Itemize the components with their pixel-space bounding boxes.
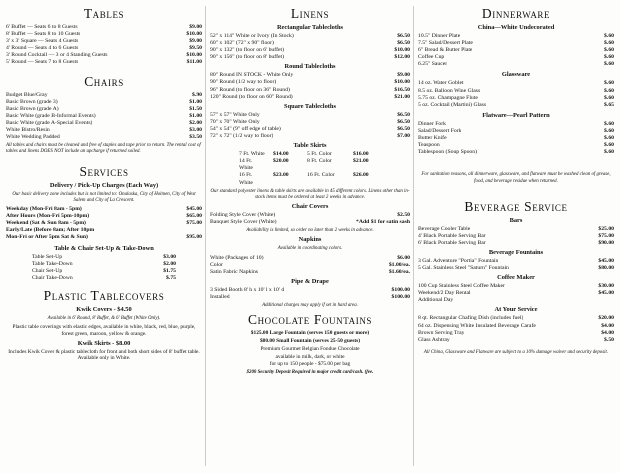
item-price: $6.50: [397, 125, 410, 132]
price-row: [210, 112, 410, 119]
item-price: $.60: [604, 142, 614, 149]
item-price: $6.00: [397, 254, 410, 261]
price-row: [418, 135, 614, 142]
price-row: [418, 128, 614, 135]
item-label: Color: [210, 261, 223, 268]
square-heading: Square Tablecloths: [284, 102, 336, 110]
item-price: $90.00: [598, 239, 614, 246]
price-row: [418, 61, 614, 68]
column-right: [418, 4, 614, 358]
item-label: White Wedding Padded: [6, 134, 60, 141]
item-label: Coffee Cup: [418, 54, 445, 61]
beverage-note: All China, Glassware and Flatware are subject to a 10% damage waiver and security deposit.: [423, 349, 609, 355]
price-row: [418, 33, 614, 40]
item-price: $3.00: [189, 127, 202, 134]
price-row: [418, 88, 614, 95]
item-label: 6" Bread & Butter Plate: [418, 47, 473, 54]
skirt-label: 16 Ft. White: [239, 172, 253, 186]
tables-heading: Tables: [83, 6, 125, 21]
item-price: $75.00: [598, 232, 614, 239]
price-row: [210, 47, 410, 54]
item-label: 72" x 72" (1/2 way to floor): [210, 133, 274, 140]
item-label: 57" x 57" White Only: [210, 111, 260, 118]
price-row: [418, 40, 614, 47]
fountains-line4: available in milk, dark, or white: [275, 353, 345, 360]
item-label: 90" Round (1/2 way to floor): [210, 79, 277, 86]
price-row: [210, 255, 410, 262]
item-price: $3.50: [189, 134, 202, 141]
plastic-heading: Plastic Tablecovers: [43, 287, 165, 303]
item-price: $1.75: [163, 267, 176, 274]
item-label: Weekday (Mon-Fri 8am - 5pm): [6, 206, 82, 213]
china-list: [418, 33, 614, 68]
item-label: 96" Round (to floor on 36" Round): [210, 86, 290, 93]
item-label: Teaspoon: [418, 142, 440, 149]
item-label: 100 Cup Stainless Steel Coffee Maker: [418, 283, 505, 290]
item-label: 4' Round — Seats 4 to 6 Guests: [6, 45, 79, 52]
item-label: White Bistro/Resin: [6, 127, 50, 134]
item-price: $.50: [604, 336, 614, 343]
item-price: $4.00: [601, 322, 614, 329]
bev-fountains-list: [418, 258, 614, 272]
flatware-heading: Flatware—Pearl Pattern: [482, 111, 550, 119]
item-price: $4.00: [601, 329, 614, 336]
item-price: $6.50: [397, 118, 410, 125]
price-row: [6, 106, 202, 113]
napkins-list: [210, 255, 410, 276]
item-price: $.60: [604, 54, 614, 61]
price-row: [6, 52, 202, 59]
item-price: $10.00: [394, 79, 410, 86]
item-label: 64 oz. Dispensing White Insulated Beverage Carafe: [418, 322, 536, 329]
price-row: [418, 258, 614, 265]
item-price: $2.00: [163, 260, 176, 267]
china-heading: China—White Undecorated: [477, 24, 555, 31]
item-price: *Add $1 for satin sash: [356, 219, 410, 226]
item-price: $20.00: [598, 315, 614, 322]
item-label: 8 qt. Rectangular Chafing Dish (includes fuel): [418, 315, 524, 322]
item-price: $.75: [166, 274, 176, 281]
item-price: $65.00: [186, 213, 202, 220]
item-price: $3.00: [163, 253, 176, 260]
price-row: [210, 40, 410, 47]
price-row: [210, 287, 410, 294]
item-price: $10.00: [186, 52, 202, 59]
item-price: $10.00: [394, 47, 410, 54]
rect-list: [210, 33, 410, 61]
item-label: Basic Brown (grade 3): [6, 98, 58, 105]
fountains-line6: $200 Security Deposit Required in major credit card/cash. (fee.: [246, 370, 374, 376]
bev-fountains-heading: Beverage Fountains: [488, 249, 544, 256]
item-price: $75.00: [186, 220, 202, 227]
price-row: [210, 54, 410, 61]
kwik-skirts-heading: Kwik Skirts - $8.00: [77, 339, 131, 347]
column-divider: [205, 6, 206, 466]
item-price: $6.50: [397, 40, 410, 47]
price-row: [6, 206, 202, 213]
fountains-line5: for up to 150 people - $75.00 per bag: [269, 361, 351, 368]
item-label: Budget Blue/Gray: [6, 91, 48, 98]
skirt-label: 7 Ft. White: [239, 151, 265, 158]
price-row: [6, 113, 202, 120]
item-label: Table Set-Up: [32, 253, 63, 260]
chairs-note: All tables and chairs must be cleaned and free of staples and tape prior to return. The rental cost of tables and linens DOES NOT include an upcharge if returned soiled.: [6, 143, 201, 155]
skirt-price: $20.00: [273, 158, 289, 165]
item-label: 6.25" Saucer: [418, 61, 448, 68]
rect-heading: Rectangular Tablecloths: [276, 24, 344, 31]
item-label: Brown Serving Tray: [418, 329, 465, 336]
price-row: [210, 79, 410, 86]
item-label: Mon-Fri or After 5pm Sat & Sun): [6, 234, 88, 241]
delivery-heading: Delivery / Pick-Up Charges (Each Way): [49, 181, 159, 189]
item-price: $6.50: [397, 111, 410, 118]
item-price: $.60: [604, 120, 614, 127]
price-row: [210, 72, 410, 79]
fountains-line1: $125.00 Large Fountain (serves 150 guests or more): [250, 330, 370, 337]
dinnerware-heading: Dinnerware: [481, 6, 551, 21]
item-price: $45.00: [598, 290, 614, 297]
price-row: [210, 262, 410, 269]
item-label: Basic White (grade B-Informal Events): [6, 112, 96, 119]
price-row: [210, 33, 410, 40]
linens-heading: Linens: [290, 6, 330, 21]
napkins-heading: Napkins: [298, 236, 322, 244]
skirt-label: 5 Ft. Color: [307, 151, 332, 158]
pipe-list: [210, 287, 410, 301]
dinnerware-note: For sanitation reasons, all dinnerware, glassware, and flatware must be washed clean of grease, food, and beverage residue when returned.: [421, 172, 611, 184]
item-label: Glass Ashtray: [418, 336, 450, 343]
price-row: [210, 219, 410, 226]
pipe-heading: Pipe & Drape: [291, 277, 329, 285]
delivery-list: [6, 206, 202, 241]
item-price: $100.00: [391, 286, 410, 293]
item-price: $.60: [604, 94, 614, 101]
price-row: [418, 80, 614, 87]
item-price: $.60: [604, 47, 614, 54]
services-heading: Services: [79, 163, 129, 179]
skirt-label: 8 Ft. Color: [307, 158, 332, 165]
price-row: [418, 290, 614, 297]
price-row: [6, 45, 202, 52]
item-label: 3' Round Cocktail — 3 or 4 Standing Guests: [6, 52, 108, 59]
price-row: [418, 315, 614, 322]
item-label: 7.5" Salad/Dessert Plate: [418, 40, 473, 47]
price-row: [418, 47, 614, 54]
item-price: $45.00: [598, 258, 614, 264]
kwik-skirts-desc: Includes Kwik Cover & plastic tablecloth for front and both short sides of 8' buffet table. Available only in White.: [8, 348, 200, 362]
price-row: [210, 87, 410, 94]
flatware-list: [418, 121, 614, 156]
item-price: $10.00: [186, 31, 202, 38]
price-row: [32, 268, 176, 275]
item-label: Satin Fabric Napkins: [210, 268, 259, 275]
item-label: Beverage Cooler Table: [418, 225, 471, 232]
price-row: [6, 99, 202, 106]
item-price: $12.00: [394, 54, 410, 61]
tables-list: [6, 24, 202, 67]
item-label: 3 Sided Booth 8' h x 10' l x 10' d: [210, 286, 285, 293]
item-price: $2.50: [397, 212, 410, 218]
price-row: [210, 269, 410, 276]
price-row: [210, 119, 410, 126]
item-label: Salad/Dessert Fork: [418, 127, 462, 134]
item-label: Basic Brown (grade A): [6, 105, 59, 112]
item-price: $.90: [192, 91, 202, 98]
item-price: $.65: [604, 101, 614, 108]
item-price: $1.00: [189, 112, 202, 119]
pipe-note: Additional charges may apply if set in hard area.: [262, 303, 358, 309]
item-price: $1.60/ea.: [388, 268, 410, 275]
skirt-price: $14.00: [273, 151, 289, 158]
item-label: 10.5" Dinner Plate: [418, 33, 461, 39]
item-price: $16.50: [394, 86, 410, 93]
price-row: [32, 275, 176, 282]
item-price: $1.50: [189, 105, 202, 112]
item-label: 5.75 oz. Champagne Flute: [418, 94, 478, 101]
item-label: After Hours (Mon-Fri 5pm-10pm): [6, 213, 90, 220]
price-row: [418, 226, 614, 233]
item-label: Tablespoon (Soup Spoon): [418, 149, 478, 156]
chairs-list: [6, 92, 202, 142]
item-price: $100.00: [391, 293, 410, 300]
price-row: [418, 233, 614, 240]
item-label: 14 oz. Water Goblet: [418, 80, 464, 87]
coffee-list: [418, 283, 614, 304]
item-price: $.60: [604, 80, 614, 87]
item-label: 8.5 oz. Balloon Wine Glass: [418, 87, 481, 94]
skirts-grid: [210, 151, 410, 186]
skirts-heading: Table Skirts: [293, 142, 327, 150]
skirt-label: 14 Ft. White: [239, 158, 253, 172]
item-price: $9.50: [189, 45, 202, 52]
item-price: $80.00: [598, 265, 614, 272]
item-label: 52" x 114" White or Ivory (In Stock): [210, 33, 294, 39]
price-row: [6, 234, 202, 241]
price-row: [418, 142, 614, 149]
round-heading: Round Tablecloths: [284, 63, 336, 71]
price-row: [32, 254, 176, 261]
item-price: $30.00: [598, 283, 614, 290]
skirt-price: $16.00: [353, 151, 369, 158]
skirts-note: Our standard polyester linens & table skirts are available in 45 different colors. Linens other than in-stock items must be ordered at least 2 weeks in advance.: [210, 188, 410, 200]
price-row: [418, 54, 614, 61]
price-row: [6, 24, 202, 31]
item-price: $.60: [604, 61, 614, 68]
item-label: Dinner Fork: [418, 120, 446, 127]
price-row: [418, 121, 614, 128]
item-price: $11.00: [186, 59, 202, 66]
glass-list: [418, 80, 614, 108]
item-label: 120" Round (to floor on 60" Round): [210, 93, 293, 100]
item-price: $45.00: [186, 206, 202, 213]
skirt-label: 16 Ft. Color: [307, 172, 335, 179]
setup-heading: Table & Chair Set-Up & Take-Down: [54, 244, 154, 252]
item-label: 5 oz. Cocktail (Martini) Glass: [418, 101, 487, 108]
item-label: 6' Black Portable Serving Bar: [418, 239, 486, 246]
price-row: [210, 133, 410, 140]
setup-list: [6, 254, 202, 282]
item-label: Weekend/2 Day Rental: [418, 290, 471, 297]
item-price: $.60: [604, 127, 614, 134]
item-price: $2.00: [189, 119, 202, 126]
item-label: Early/Late (Before 8am; After 10pm: [6, 227, 95, 234]
item-label: Banquet Style Cover (White): [210, 219, 277, 226]
item-price: $.60: [604, 87, 614, 94]
chairs-heading: Chairs: [84, 73, 124, 89]
item-label: 70" x 70" White Only: [210, 118, 260, 125]
item-label: 6' Buffet — Seats 6 to 8 Guests: [6, 24, 78, 30]
item-label: Basic White (grade A-Special Events): [6, 119, 93, 126]
item-price: $.60: [604, 33, 614, 39]
round-list: [210, 72, 410, 100]
price-row: [6, 59, 202, 66]
bars-heading: Bars: [509, 216, 523, 224]
item-label: Weekend (Sat & Sun 8am - 5pm): [6, 220, 86, 227]
price-row: [210, 94, 410, 101]
item-label: Table Take-Down: [32, 260, 73, 267]
item-price: $9.00: [189, 38, 202, 45]
column-middle: [210, 4, 410, 378]
item-label: 90" x 132" (to floor on 6' buffet): [210, 47, 284, 54]
item-price: $9.00: [189, 24, 202, 30]
fountains-line3: Premium Gourmet Belgian Fondue Chocolate: [260, 345, 360, 352]
price-row: [6, 220, 202, 227]
coffee-heading: Coffee Maker: [497, 274, 535, 282]
kwik-covers-sub: Available in 6' Round, 8' Buffet, & 6' Buffet (White Only).: [47, 315, 161, 321]
item-label: Installed: [210, 293, 230, 300]
item-label: Chair Set-Up: [32, 267, 63, 274]
chair-covers-heading: Chair Covers: [291, 203, 329, 210]
item-price: $95.00: [186, 234, 202, 241]
item-label: White (Packages of 10): [210, 254, 264, 261]
price-row: [6, 92, 202, 99]
item-price: $6.50: [397, 33, 410, 39]
price-row: [418, 283, 614, 290]
item-price: [611, 297, 614, 304]
item-price: $.60: [604, 40, 614, 47]
item-label: Chair Take-Down: [32, 274, 73, 281]
square-list: [210, 112, 410, 140]
item-price: $21.00: [394, 93, 410, 100]
chair-covers-note: Availability is limited, so order no later than 2 weeks in advance.: [246, 228, 374, 234]
bars-list: [418, 226, 614, 247]
item-price: $7.00: [397, 133, 410, 140]
item-price: $9.00: [397, 72, 410, 79]
item-label: 4' Black Portable Serving Bar: [418, 232, 486, 239]
price-row: [418, 265, 614, 272]
delivery-note: Our basic delivery zone includes but is not limited to: Onalaska, City of Holmen, City of West Salem and City of La Crescent.: [12, 191, 196, 203]
price-row: [6, 127, 202, 134]
skirt-price: $23.00: [273, 172, 289, 179]
price-row: [418, 330, 614, 337]
item-label: Additional Day: [418, 297, 454, 304]
item-price: $.60: [604, 149, 614, 156]
chair-covers-list: [210, 212, 410, 226]
service-list: [418, 315, 614, 343]
beverage-heading: Beverage Service: [464, 198, 568, 214]
column-left: [6, 4, 202, 363]
glass-heading: Glassware: [501, 71, 531, 79]
price-row: [418, 240, 614, 247]
item-price: $1.00: [189, 98, 202, 105]
item-label: Butter Knife: [418, 135, 447, 142]
price-row: [418, 102, 614, 109]
price-row: [210, 294, 410, 301]
fountains-heading: Chocolate Fountains: [247, 312, 373, 328]
kwik-covers-desc: Plastic table coverings with elastic edges, available in white, black, red, blue, purple, forest green, maroon, yellow & orange.: [12, 324, 196, 337]
item-label: 80" Round IN STOCK - White Only: [210, 72, 294, 79]
price-row: [418, 337, 614, 344]
item-label: 8' Buffet — Seats 8 to 10 Guests: [6, 31, 81, 38]
item-label: 5' Round — Seats 7 to 8 Guests: [6, 59, 79, 66]
item-price: $1.00/ea.: [388, 261, 410, 268]
price-row: [418, 149, 614, 156]
price-row: [6, 38, 202, 45]
price-row: [210, 126, 410, 133]
item-label: 54" x 54" (9" off edge of table): [210, 125, 281, 132]
item-label: Folding Style Cover (White): [210, 212, 276, 218]
item-label: 90" x 156" (to floor on 8' buffet): [210, 54, 284, 61]
item-label: 3' x 3' Square — Seats 4 Guests: [6, 38, 79, 45]
item-label: 5 Gal. Stainless Steel "Saturn" Fountain: [418, 265, 509, 272]
item-price: $25.00: [598, 225, 614, 232]
item-label: 60" x 102" (72" x 90" floor): [210, 40, 274, 47]
price-row: [32, 261, 176, 268]
price-row: [6, 31, 202, 38]
price-row: [6, 213, 202, 220]
price-row: [418, 95, 614, 102]
item-price: $.60: [604, 135, 614, 142]
kwik-covers-heading: Kwik Covers - $4.50: [76, 305, 132, 313]
skirt-price: $21.00: [353, 158, 369, 165]
price-row: [6, 120, 202, 127]
price-row: [6, 134, 202, 141]
fountains-line2: $80.00 Small Fountain (serves 25-50 guests): [259, 338, 361, 345]
price-row: [418, 297, 614, 304]
napkins-note: Available in coordinating colors.: [277, 246, 343, 252]
item-label: 3 Gal. Adventure "Portia" Fountain: [418, 258, 499, 264]
price-row: [6, 227, 202, 234]
price-row: [418, 323, 614, 330]
column-divider: [413, 6, 414, 466]
skirt-price: $26.00: [353, 172, 369, 179]
service-heading: At Your Service: [494, 306, 538, 314]
